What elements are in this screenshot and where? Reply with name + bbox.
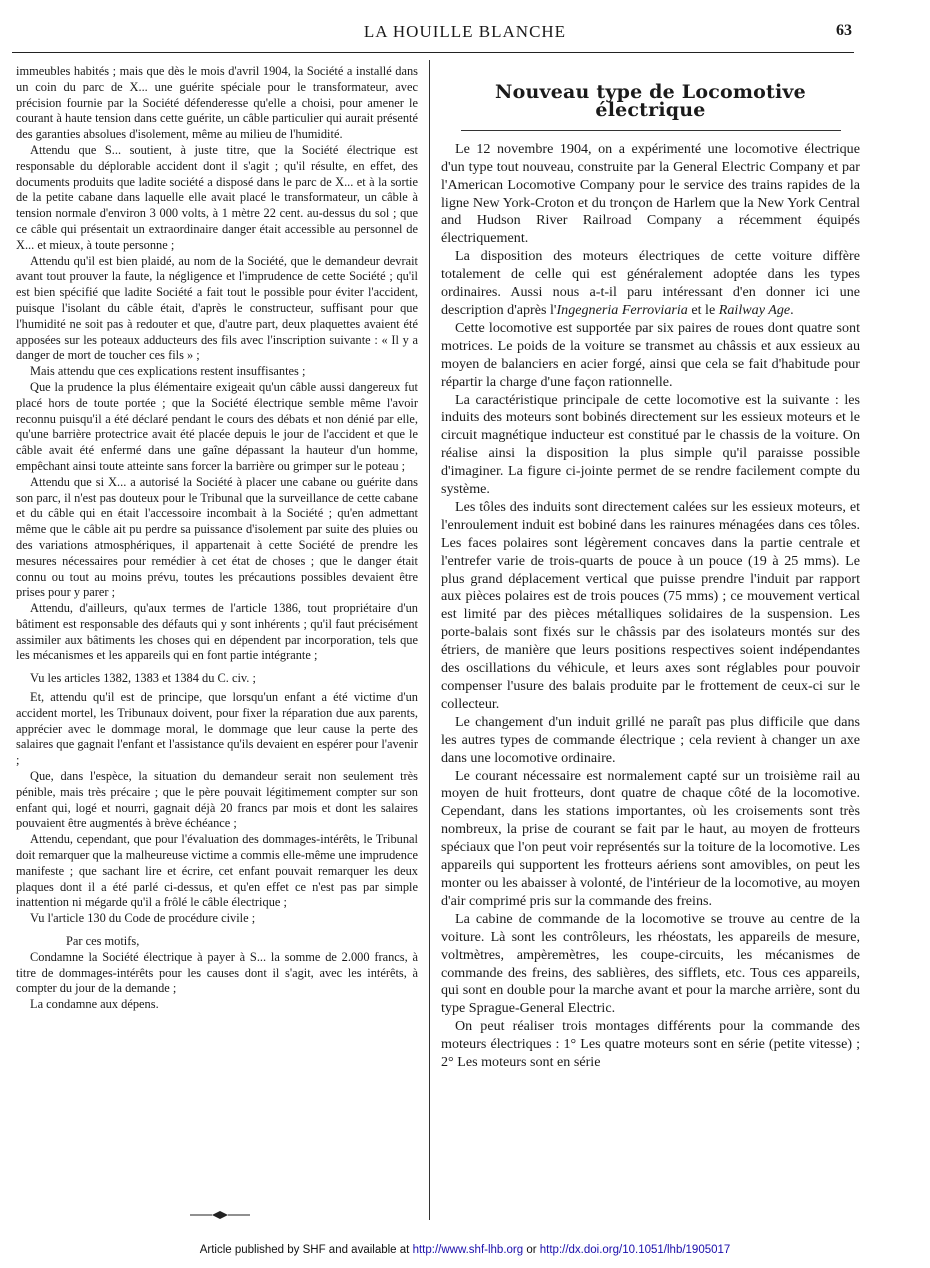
text-span: La disposition des moteurs électriques de cette voiture diffère totalement de celle qui est généralement adoptée dans les types ordinaires. Aussi nous a-t-il paru intéressant d'en donner ici une description d'après l'	[441, 248, 860, 318]
left-paragraph: Attendu, cependant, que pour l'évaluation des dommages-intérêts, le Tribunal doit remarquer que la malheureuse victime a commis elle-même une imprudence manifeste ; que sachant lire et écrire, cet enfant pouvait remarquer les deux plaques dont il a été parlé ci-dessus, et qu'en effet ce n'est pas par simple inattention ni mégarde qu'il a frôlé le câble électrique ;	[16, 832, 418, 910]
left-paragraph: Vu l'article 130 du Code de procédure civile ;	[30, 911, 256, 926]
page-footer	[0, 1244, 930, 1256]
footer-text: Article published by SHF and available at	[199, 1244, 413, 1256]
left-paragraph: Vu les articles 1382, 1383 et 1384 du C. civ. ;	[30, 671, 256, 686]
footer-text: or	[523, 1244, 540, 1256]
left-paragraph: Attendu, d'ailleurs, qu'aux termes de l'article 1386, tout propriétaire d'un bâtiment est responsable des défauts qui y sont inhérents ; qu'il faut précisément assimiler aux bâtiments les choses qui en dépendent par incorporation, tels que les mécanismes et les appareils qui en font partie intégrante ;	[16, 601, 418, 663]
text-span: .	[790, 301, 794, 318]
page-header	[0, 22, 930, 46]
journal-name: Railway Age	[718, 301, 791, 318]
right-paragraph	[441, 248, 860, 320]
left-paragraph: Que, dans l'espèce, la situation du demandeur serait non seulement très pénible, mais très précaire ; que le père pouvait légitimement compter sur son enfant qui, logé et nourri, gagnait déjà 20 francs par mois et dont les salaires pouvaient être augmentés à brève échéance ;	[16, 769, 418, 831]
left-paragraph: Condamne la Société électrique à payer à S... la somme de 2.000 francs, à titre de dommages-intérêts pour les causes dont il s'agit, avec les intérêts, à compter du jour de la demande ;	[16, 949, 418, 996]
right-column	[441, 64, 860, 1072]
left-column	[16, 64, 418, 1013]
right-paragraph: Les tôles des induits sont directement calées sur les essieux moteurs, et l'enroulement induit est bobiné dans les rainures ménagées dans ces tôles. Les faces polaires sont légèrement concaves dans la partie centrale et l'entrefer varie de trois-quarts de pouce à un pouce (19 à 25 mms). Le plus grand déplacement vertical que puisse prendre l'induit par rapport aux pièces polaires est de trois pouces (75 mms) ; ce mouvement vertical est limité par des pièces métalliques solidaires de la suspension. Les porte-balais sont fixés sur le châssis par des isolateurs montés sur des étriers, de manière que leurs positions respectives soient indépendantes des oscillations du véhicule, et leurs axes sont réglables pour pouvoir compenser l'usure des balais produite par le frottement de ceux-ci sur le collecteur.	[441, 498, 860, 712]
left-paragraph: La condamne aux dépens.	[30, 997, 159, 1012]
title-rule	[461, 130, 841, 131]
left-paragraph: Attendu qu'il est bien plaidé, au nom de la Société, que le demandeur devrait avant tout prouver la faute, la négligence et l'imprudence de cette Société ; qu'il est bien spécifié que ladite Société a fait tout le possible pour éviter l'accident, puisque l'isolant du câble était, d'après le constructeur, suffisant pour que l'humidité ne soit pas à redouter et que, d'autre part, deux plaquettes avaient été apposées sur les poteaux adducteurs des fils avec l'inscription suivante : « Il y a danger de mort de toucher ces fils » ;	[16, 253, 418, 363]
left-paragraph: Que la prudence la plus élémentaire exigeait qu'un câble aussi dangereux fut placé hors de toute portée ; que la Société électrique semble même l'avoir reconnu puisqu'il a été déclaré pendant le cours des débats et non dénié par elle, qu'une barrière protectrice avait été placée depuis le jour de l'accident et que le câble avait été enfermé dans une gaîne dépassant la hauteur d'un homme, empêchant ainsi toute atteinte sans forcer la barrière ou grimper sur le poteau ;	[16, 379, 418, 473]
doi-link[interactable]: http://dx.doi.org/10.1051/lhb/1905017	[539, 1244, 731, 1256]
right-paragraph: Le 12 novembre 1904, on a expérimenté une locomotive électrique d'un type tout nouveau, construite par la General Electric Company et par l'American Locomotive Company pour le service des trains rapides de la ligne New York-Croton et du tronçon de Harlem que la New York Central and Hudson River Railroad Company a récemment équipés électriquement.	[441, 140, 860, 247]
right-paragraph: La caractéristique principale de cette locomotive est la suivante : les induits des moteurs sont bobinés directement sur les essieux moteurs et le circuit magnétique inducteur est constitué par le chassis de la voiture. On réalise ainsi la disposition la plus simple qu'il paraisse possible d'imaginer. La figure ci-jointe permet de se rendre facilement compte du système.	[441, 391, 860, 498]
right-paragraph: La cabine de commande de la locomotive se trouve au centre de la voiture. Là sont les contrôleurs, les rhéostats, les appareils de mesure, voltmètres, ampèremètres, les coupe-circuits, les mécanismes de commande des freins, des sablières, des sifflets, etc. Tous ces appareils, qui sont en double pour la marche avant et pour la marche arrière, sont du type Sprague-General Electric.	[441, 910, 860, 1017]
shf-link[interactable]: http://www.shf-lhb.org	[412, 1244, 524, 1256]
left-paragraph: Attendu que si X... a autorisé la Société à placer une cabane ou guérite dans son parc, il n'est pas douteux pour le Tribunal que la surveillance de cette cabane et du câble qui en était l'accessoire incombait à la Société ; qu'en admettant même que le câble ait pu perdre sa puissance d'isolement par suite des pluies ou des variations atmosphériques, il appartenait à cette Société de prendre les mesures nécessaires pour remédier à cet état de choses ; que le danger était connu ou tout au moins prévu, toutes les précautions possibles devaient être prises pour y parer ;	[16, 474, 418, 600]
ornament-divider	[190, 1210, 250, 1220]
text-span: et le	[687, 301, 719, 318]
journal-name: Ingegneria Ferroviaria	[556, 301, 688, 318]
article-title: Nouveau type de Locomotive électrique	[495, 81, 806, 121]
left-paragraph: Par ces motifs,	[66, 934, 140, 949]
right-paragraph: Le changement d'un induit grillé ne paraît pas plus difficile que dans les autres types de commande électrique ; cela revient à changer un axe dans une locomotive ordinaire.	[441, 713, 860, 766]
left-paragraph: Mais attendu que ces explications restent insuffisantes ;	[30, 364, 306, 379]
header-rule	[12, 52, 854, 53]
right-paragraph: Le courant nécessaire est normalement capté sur un troisième rail au moyen de huit frotteurs, dont quatre de chaque côté de la locomotive. Cependant, dans les stations importantes, où les croisements sont très nombreux, la prise de courant se fait par le haut, au moyen de frotteurs spéciaux que l'on peut voir représentés sur la toiture de la locomotive. Les appareils qui supportent les frotteurs aériens sont amovibles, on peut les monter ou les abaisser à volonté, de l'intérieur de la locomotive, au moyen d'air comprimé pris sur la commande des freins.	[441, 767, 860, 909]
journal-title: LA HOUILLE BLANCHE	[363, 22, 567, 41]
left-paragraph: Et, attendu qu'il est de principe, que lorsqu'un enfant a été victime d'un accident mortel, les Tribunaux doivent, pour fixer la réparation due aux parents, apprécier avec le dommage moral, le dommage que leur cause la perte des salaires que gagnait l'enfant et l'assistance qu'ils devaient en espérer pour l'avenir ;	[16, 690, 418, 768]
right-paragraph: On peut réaliser trois montages différents pour la commande des moteurs électriques : 1° Les quatre moteurs sont en série (petite vitesse) ; 2° Les moteurs sont en série	[441, 1018, 860, 1071]
right-paragraph: Cette locomotive est supportée par six paires de roues dont quatre sont motrices. Le poids de la voiture se transmet au châssis et aux essieux au moyen de balanciers en acier forgé, ainsi que cela se fait d'habitude pour répartir la charge d'une façon rationnelle.	[441, 319, 860, 390]
left-paragraph: Attendu que S... soutient, à juste titre, que la Société électrique est responsable du déplorable accident dont il s'agit ; qu'il résulte, en effet, des documents produits que ladite société a disposé dans le parc de X... et à la sortie de la petite cabane dans laquelle elle avait placé le transformateur, un câble à tension normale d'environ 3 000 volts, à 1 mètre 22 cent. au-dessus du sol ; que ce câble qui présentait un extraordinaire danger était accessible au personnel de X... et mieux, à toute personne ;	[16, 142, 418, 252]
page-number: 63	[836, 22, 852, 39]
column-divider	[429, 60, 430, 1220]
left-paragraph: immeubles habités ; mais que dès le mois d'avril 1904, la Société a installé dans un coin du parc de X... une guérite spéciale pour le transformateur, avec précision fournie par la Société défenderesse qu'elle a choisi, pour amener le courant à haute tension dans cette guérite, un câble particulier qui aurait présenté des garanties absolues d'isolement, même au milieu de l'humidité.	[16, 64, 418, 142]
